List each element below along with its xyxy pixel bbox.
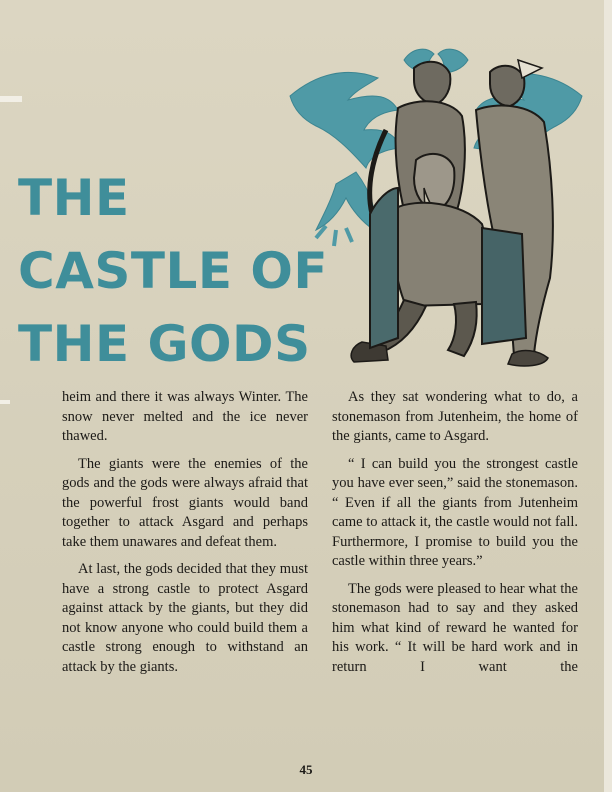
title-line-2: CASTLE OF <box>18 242 329 300</box>
paragraph: At last, the gods decided that they must have a strong castle to protect Asgard against attack by the giants, but they did not know anyone who could build them a castle strong enough to withstand an attack by the giants. <box>62 561 308 675</box>
paragraph: “ I can build you the strongest castle you have ever seen,” said the stonemason. “ Even if all the giants from Jutenheim came to attack it, the castle would not fall. Furthermore, I promise to build you the castle within three years.” <box>332 455 578 569</box>
page-edge-mark <box>0 400 10 404</box>
paragraph: The gods were pleased to hear what the stonemason had to say and they asked him what kind of reward he wanted for his work. “ It will be hard work and in return I want the <box>332 580 578 675</box>
text-column-left <box>62 388 308 685</box>
paragraph: The giants were the enemies of the gods and the gods were always afraid that the powerful frost giants would band together to attack Asgard and perhaps take them unawares and defeat them. <box>62 455 308 550</box>
page-number: 45 <box>299 762 313 777</box>
text-column-right <box>332 388 578 677</box>
page-edge-mark <box>0 96 22 102</box>
paragraph: As they sat wondering what to do, a stonemason from Jutenheim, the home of the giants, came to Asgard. <box>332 389 578 444</box>
paragraph: heim and there it was always Winter. The snow never melted and the ice never thawed. <box>62 389 308 444</box>
title-line-3: THE GODS <box>18 315 311 373</box>
page-right-edge <box>604 0 612 792</box>
eagle-and-three-figures-illustration <box>286 38 586 383</box>
title-line-1: THE <box>18 169 130 227</box>
show-through-texture <box>26 30 316 47</box>
